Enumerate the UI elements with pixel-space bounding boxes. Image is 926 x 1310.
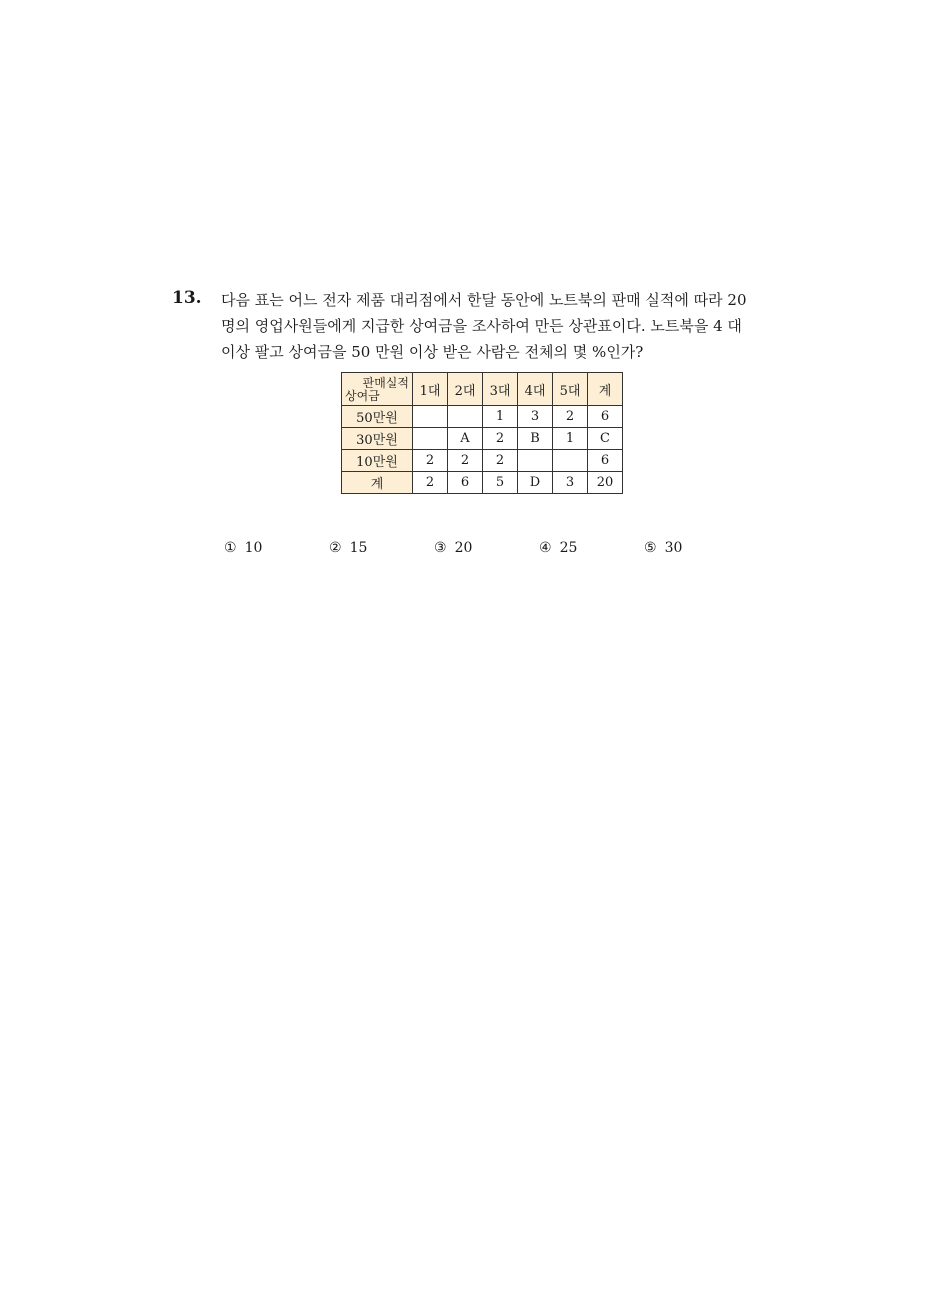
table-corner-cell bbox=[342, 373, 413, 406]
column-header: 2대 bbox=[448, 373, 483, 406]
column-header: 계 bbox=[588, 373, 623, 406]
table-cell: 20 bbox=[588, 472, 623, 494]
choice-mark: ③ bbox=[434, 540, 447, 556]
choice-mark: ④ bbox=[539, 540, 552, 556]
question-number: 13. bbox=[172, 288, 202, 308]
table-cell: 3 bbox=[553, 472, 588, 494]
choice-mark: ① bbox=[224, 540, 237, 556]
table-row bbox=[342, 450, 623, 472]
question-text bbox=[221, 287, 751, 365]
table-cell bbox=[413, 406, 448, 428]
table-cell: A bbox=[448, 428, 483, 450]
table-cell: 5 bbox=[483, 472, 518, 494]
row-header: 30만원 bbox=[342, 428, 413, 450]
choice-value: 30 bbox=[664, 540, 683, 556]
corner-top-label: 판매실적 bbox=[362, 376, 409, 390]
row-header: 10만원 bbox=[342, 450, 413, 472]
answer-choice-1[interactable] bbox=[224, 540, 329, 556]
row-header: 계 bbox=[342, 472, 413, 494]
corner-bottom-label: 상여금 bbox=[345, 389, 380, 403]
choice-value: 10 bbox=[244, 540, 263, 556]
answer-choice-4[interactable] bbox=[539, 540, 644, 556]
table-row bbox=[342, 428, 623, 450]
table-cell: 6 bbox=[588, 450, 623, 472]
table-cell bbox=[518, 450, 553, 472]
answer-choices bbox=[224, 540, 749, 556]
table-cell: 2 bbox=[553, 406, 588, 428]
question-line: 다음 표는 어느 전자 제품 대리점에서 한달 동안에 노트북의 판매 실적에 따라 20 bbox=[221, 291, 747, 309]
column-header: 3대 bbox=[483, 373, 518, 406]
choice-value: 20 bbox=[454, 540, 473, 556]
column-header: 4대 bbox=[518, 373, 553, 406]
table-row bbox=[342, 472, 623, 494]
table-cell: D bbox=[518, 472, 553, 494]
choice-value: 15 bbox=[349, 540, 368, 556]
table-cell: 2 bbox=[483, 450, 518, 472]
answer-choice-3[interactable] bbox=[434, 540, 539, 556]
choice-mark: ② bbox=[329, 540, 342, 556]
table-cell: B bbox=[518, 428, 553, 450]
table-cell: 6 bbox=[588, 406, 623, 428]
column-header: 1대 bbox=[413, 373, 448, 406]
table-cell: 1 bbox=[483, 406, 518, 428]
correlation-table bbox=[341, 372, 623, 494]
table-row bbox=[342, 406, 623, 428]
table-cell: 6 bbox=[448, 472, 483, 494]
table-cell: 1 bbox=[553, 428, 588, 450]
choice-mark: ⑤ bbox=[644, 540, 657, 556]
table-cell: 2 bbox=[483, 428, 518, 450]
row-header: 50만원 bbox=[342, 406, 413, 428]
question-line: 이상 팔고 상여금을 50 만원 이상 받은 사람은 전체의 몇 %인가? bbox=[221, 343, 644, 361]
question-line: 명의 영업사원들에게 지급한 상여금을 조사하여 만든 상관표이다. 노트북을 4 대 bbox=[221, 317, 742, 335]
table-cell bbox=[448, 406, 483, 428]
table-cell: C bbox=[588, 428, 623, 450]
table-cell bbox=[553, 450, 588, 472]
table-cell bbox=[413, 428, 448, 450]
table-header-row bbox=[342, 373, 623, 406]
answer-choice-5[interactable] bbox=[644, 540, 749, 556]
table-cell: 2 bbox=[413, 450, 448, 472]
table-cell: 2 bbox=[413, 472, 448, 494]
table-cell: 2 bbox=[448, 450, 483, 472]
answer-choice-2[interactable] bbox=[329, 540, 434, 556]
column-header: 5대 bbox=[553, 373, 588, 406]
choice-value: 25 bbox=[559, 540, 578, 556]
table-cell: 3 bbox=[518, 406, 553, 428]
